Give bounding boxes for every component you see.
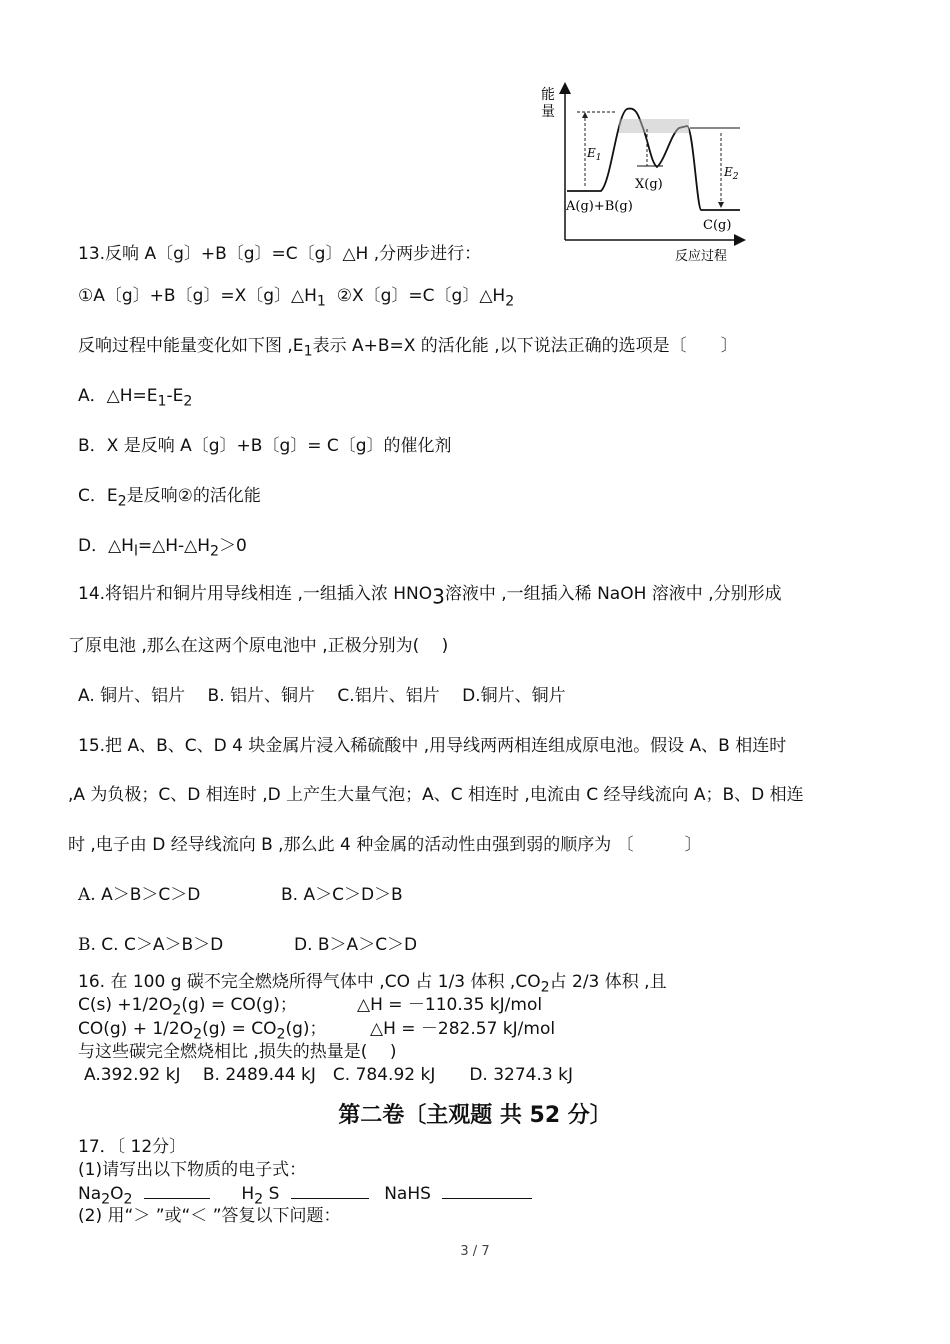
q14-options: A. 铜片、铝片 B. 铝片、铜片 C.铝片、铝片 D.铜片、铜片: [78, 686, 566, 706]
q14-line-1: 14.将铝片和铜片用导线相连 ,一组插入浓 $HNO_3$溶液中 ,一组插入稀 NaOH 溶液中 ,分别形成: [78, 584, 782, 609]
label-e2: $E_2$: [724, 165, 739, 182]
q16-equation-1: $C(s) +1/2O_2(g) = CO(g)$；: [78, 995, 297, 1019]
q13-option-a: A．$\triangle H=E_1-E_2$: [78, 386, 193, 410]
energy-diagram: [535, 82, 750, 264]
q15-line-1: 15.把 A、B、C、D 4 块金属片浸入稀硫酸中 ,用导线两两相连组成原电池。假设 A、B 相连时: [78, 736, 787, 756]
label-e1: $E_1$: [587, 146, 602, 163]
x-axis-label: 反应过程: [675, 249, 728, 264]
y-axis-label-1: 能: [541, 87, 555, 103]
formula-nahs: NaHS: [384, 1184, 431, 1204]
q13-option-c: C．$E_2$是反响②的活化能: [78, 486, 261, 510]
q15-option-b: B. A＞C＞D＞B: [281, 885, 403, 905]
q13-steps: ①A〔g〕+B〔g〕=X〔g〕$\triangle H_1$ ②X〔g〕=C〔g〕$\triangle H_2$: [78, 286, 515, 310]
q16-ask: 与这些碳完全燃烧相比 ,损失的热量是( ): [78, 1042, 397, 1062]
q15-option-a: A. A＞B＞C＞D: [78, 885, 201, 905]
formula-h2s: $H_2$ S: [241, 1184, 280, 1208]
label-ab: A(g)+B(g): [566, 199, 633, 214]
formula-na2o2: $Na_2O_2$: [78, 1184, 133, 1208]
blurred-label: [619, 119, 689, 133]
q13-option-b: B．X 是反响 A〔g〕+B〔g〕= C〔g〕的催化剂: [78, 436, 452, 456]
q16-equation-2: $CO(g) + 1/2O_2(g) = CO_2(g)$；: [78, 1019, 327, 1043]
q13-desc: 反响过程中能量变化如下图 $,E_1$表示 A+B=X 的活化能 ,以下说法正确的选项是〔 〕: [78, 336, 738, 360]
q16-options: A.392.92 kJ B. 2489.44 kJ C. 784.92 kJ D. 3274.3 kJ: [84, 1065, 573, 1085]
q17-part-2: (2) 用“＞ ”或“＜ ”答复以下问题：: [78, 1206, 341, 1226]
q16-equation-2-dh: △H = －282.57 kJ/mol: [370, 1019, 556, 1039]
answer-blank-nahs[interactable]: [442, 1182, 532, 1199]
q14-line-2: 了原电池 ,那么在这两个原电池中 ,正极分别为( ): [68, 636, 449, 656]
q15-option-d: D. B＞A＞C＞D: [294, 935, 418, 955]
q13-stem: 13.反响 A〔g〕+B〔g〕=C〔g〕△H ,分两步进行：: [78, 244, 482, 264]
section-2-title: 第二卷〔主观题 共 52 分〕: [338, 1103, 612, 1128]
page-number: 3 / 7: [460, 1244, 490, 1259]
q15-option-c: B. C. C＞A＞B＞D: [78, 935, 224, 955]
answer-blank-na2o2[interactable]: [144, 1182, 210, 1199]
q16-line-1: 16. 在 100 g 碳不完全燃烧所得气体中 ,CO 占 1/3 体积 $,CO_2$占 2/3 体积 ,且: [78, 972, 667, 996]
q15-line-2: ,A 为负极；C、D 相连时 ,D 上产生大量气泡；A、C 相连时 ,电流由 C 经导线流向 A；B、D 相连: [68, 785, 804, 805]
label-x: X(g): [635, 177, 663, 192]
q17-head: 17．〔 12分〕: [78, 1137, 187, 1157]
q17-part-1: (1)请写出以下物质的电子式：: [78, 1160, 307, 1180]
label-c: C(g): [703, 218, 732, 233]
q15-line-3: 时 ,电子由 D 经导线流向 B ,那么此 4 种金属的活动性由强到弱的顺序为 〔 〕: [68, 835, 702, 855]
answer-blank-h2s[interactable]: [291, 1182, 369, 1199]
q13-option-d: D．$\triangle H_l=\triangle H-\triangle H_2>0$: [78, 536, 247, 560]
y-axis-label-2: 量: [541, 104, 555, 120]
q16-equation-1-dh: △H = －110.35 kJ/mol: [357, 995, 543, 1015]
